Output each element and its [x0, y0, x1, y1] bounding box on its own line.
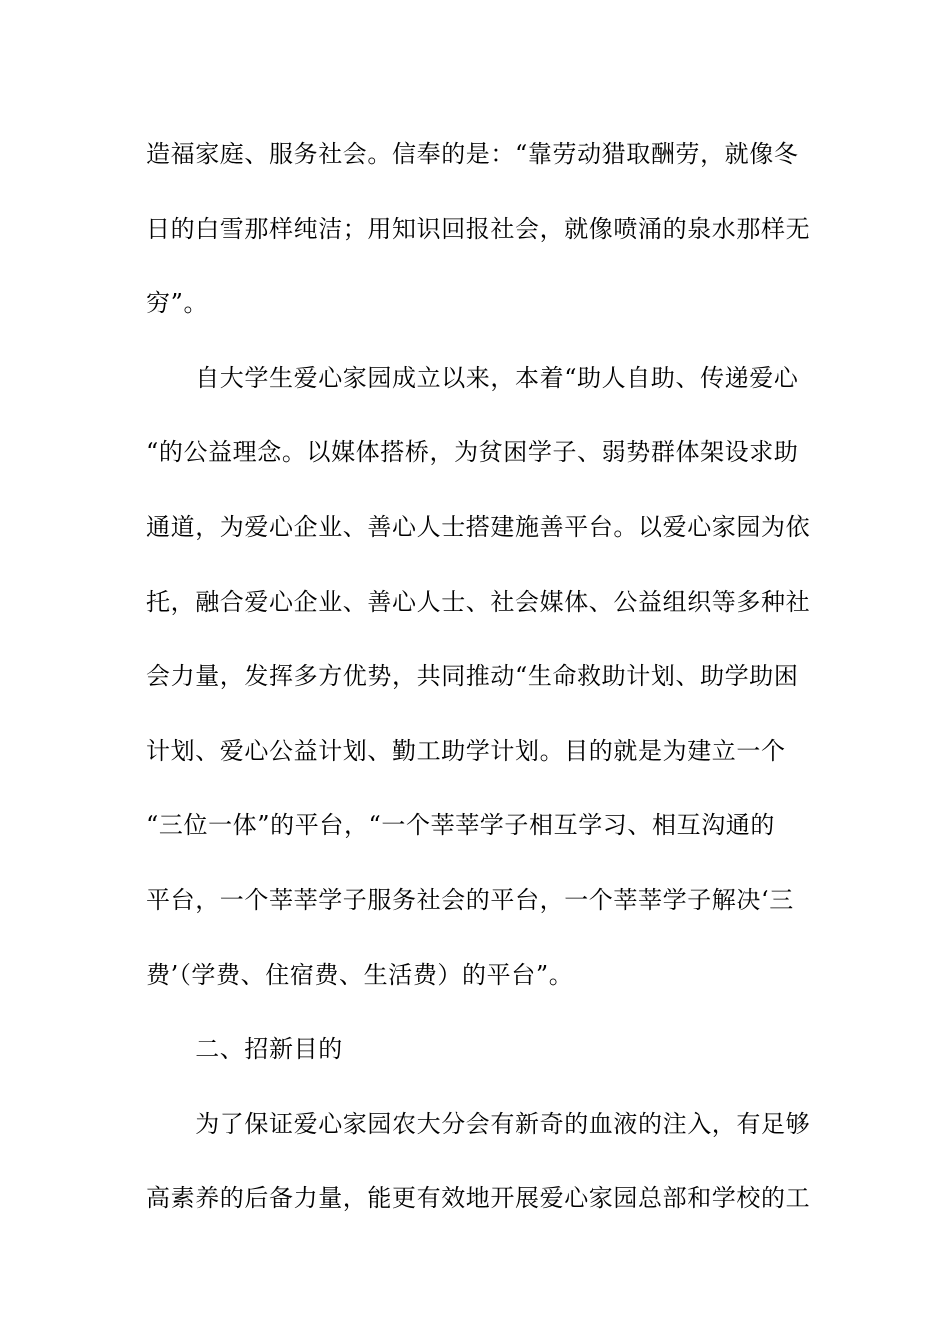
text-line: 托，融合爱心企业、善心人士、社会媒体、公益组织等多种社: [146, 587, 811, 616]
text-line: 通道，为爱心企业、善心人士搭建施善平台。以爱心家园为依: [146, 512, 811, 541]
text-line: 日的白雪那样纯洁；用知识回报社会，就像喷涌的泉水那样无: [146, 214, 811, 243]
text-line: 自大学生爱心家园成立以来，本着“助人自助、传递爱心: [146, 363, 799, 392]
text-line: 计划、爱心公益计划、勤工助学计划。目的就是为建立一个: [146, 736, 786, 765]
text-line: “三位一体”的平台，“一个莘莘学子相互学习、相互沟通的: [146, 811, 776, 840]
text-line: “的公益理念。以媒体搭桥，为贫困学子、弱势群体架设求助: [146, 438, 799, 467]
text-line: 会力量，发挥多方优势，共同推动“生命救助计划、助学助困: [146, 662, 799, 691]
text-line: 为了保证爱心家园农大分会有新奇的血液的注入，有足够: [146, 1109, 811, 1138]
document-body: [146, 132, 811, 1251]
text-line: 平台，一个莘莘学子服务社会的平台，一个莘莘学子解决‘三: [146, 885, 794, 914]
text-line: 造福家庭、服务社会。信奉的是：“靠劳动猎取酬劳，就像冬: [146, 140, 799, 168]
section-heading: 二、招新目的: [146, 1035, 343, 1064]
text-line: 高素养的后备力量，能更有效地开展爱心家园总部和学校的工: [146, 1184, 811, 1213]
text-line: 穷”。: [146, 289, 209, 318]
text-line: 费’（学费、住宿费、生活费）的平台”。: [146, 960, 574, 989]
